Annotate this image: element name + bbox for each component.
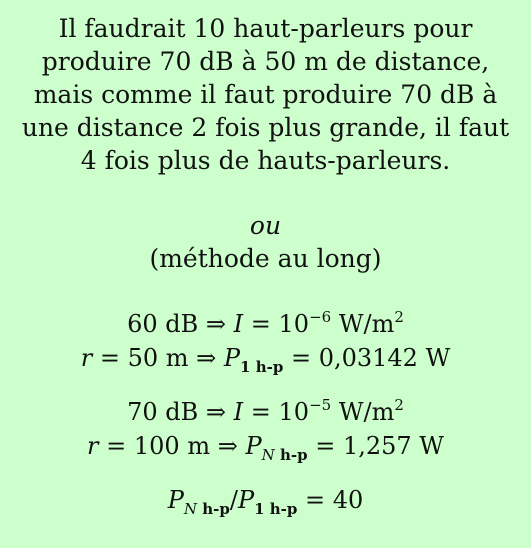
intro-line: Il faudrait 10 haut-parleurs pour	[58, 14, 473, 43]
equation-ratio: $P_{N h-p}/P_{1 h-p} = 40$	[167, 486, 364, 518]
equation-intensity-70db: 70 dB ⇒ $I = 10^{-5}$ $W/m^2$	[127, 396, 404, 426]
equation-power-one-speaker: r = 50 m ⇒ $P_{1 h-p} = 0,03142$ W	[80, 344, 451, 376]
ou-label: ou	[249, 211, 282, 240]
intro-line: une distance 2 fois plus grande, il faut	[21, 113, 510, 142]
intro-paragraph	[16, 12, 516, 177]
spacer	[0, 375, 531, 395]
intro-line: 4 fois plus de hauts-parleurs.	[80, 146, 451, 175]
equation-intensity-60db: 60 dB ⇒ $I = 10^{-6}$ $W/m^2$	[127, 308, 404, 338]
intro-line: mais comme il faut produire 70 dB à	[33, 80, 498, 109]
intro-line: produire 70 dB à 50 m de distance,	[41, 47, 490, 76]
alternative-heading	[16, 209, 516, 275]
equation-block-70db	[0, 395, 531, 463]
equation-power-n-speakers: r = 100 m ⇒ $P_{N h-p} = 1,257$ W	[87, 432, 444, 464]
equation-block-60db	[0, 307, 531, 375]
method-label: (méthode au long)	[149, 244, 382, 273]
spacer	[0, 177, 531, 209]
spacer	[0, 463, 531, 483]
spacer	[0, 275, 531, 307]
